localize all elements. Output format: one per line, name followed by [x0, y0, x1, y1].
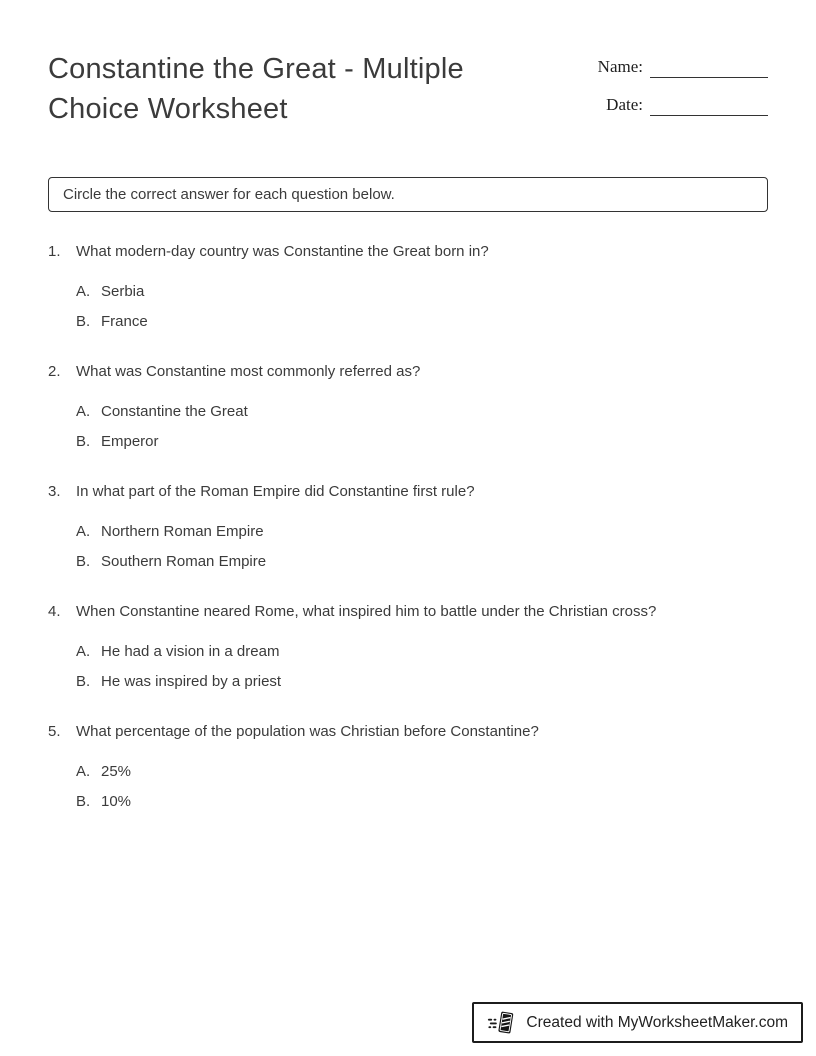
- options-list: [76, 642, 768, 692]
- option-item[interactable]: [76, 432, 768, 452]
- option-text: Constantine the Great: [101, 403, 248, 420]
- date-line[interactable]: [650, 94, 768, 116]
- option-letter: A.: [76, 283, 91, 300]
- question-line: [48, 602, 768, 622]
- option-item[interactable]: [76, 762, 768, 782]
- name-date-block: [590, 52, 768, 128]
- option-text: 25%: [101, 763, 132, 780]
- question-item: [48, 362, 768, 452]
- option-text: Southern Roman Empire: [101, 553, 267, 570]
- question-line: [48, 482, 768, 502]
- question-text: What was Constantine most commonly referred as?: [76, 363, 421, 380]
- option-item[interactable]: [76, 402, 768, 422]
- question-text: When Constantine neared Rome, what inspired him to battle under the Christian cross?: [76, 603, 657, 620]
- option-letter: A.: [76, 643, 91, 660]
- question-line: [48, 242, 768, 262]
- question-item: [48, 722, 768, 812]
- option-item[interactable]: [76, 642, 768, 662]
- question-item: [48, 242, 768, 332]
- options-list: [76, 402, 768, 452]
- option-letter: A.: [76, 763, 91, 780]
- option-letter: B.: [76, 673, 91, 690]
- name-line[interactable]: [650, 56, 768, 78]
- options-list: [76, 762, 768, 812]
- options-list: [76, 282, 768, 332]
- question-item: [48, 482, 768, 572]
- question-line: [48, 362, 768, 382]
- option-letter: A.: [76, 523, 91, 540]
- option-item[interactable]: [76, 792, 768, 812]
- page-title: Constantine the Great - Multiple Choice Worksheet: [48, 53, 464, 125]
- option-letter: B.: [76, 313, 91, 330]
- question-number: 2.: [48, 363, 61, 380]
- name-field-row: [590, 52, 768, 78]
- option-item[interactable]: [76, 552, 768, 572]
- option-text: 10%: [101, 793, 132, 810]
- option-letter: B.: [76, 553, 91, 570]
- option-text: He was inspired by a priest: [101, 673, 282, 690]
- question-text: What modern-day country was Constantine the Great born in?: [76, 243, 489, 260]
- name-label: Name:: [597, 57, 643, 76]
- instructions-box: [48, 177, 768, 212]
- question-number: 5.: [48, 723, 61, 740]
- option-text: Northern Roman Empire: [101, 523, 264, 540]
- instructions-text: Circle the correct answer for each question below.: [63, 186, 395, 203]
- option-item[interactable]: [76, 522, 768, 542]
- footer-credit-badge[interactable]: [472, 1002, 803, 1043]
- option-item[interactable]: [76, 282, 768, 302]
- question-number: 3.: [48, 483, 61, 500]
- flying-document-icon: [487, 1008, 517, 1038]
- option-letter: B.: [76, 433, 91, 450]
- options-list: [76, 522, 768, 572]
- date-field-row: [590, 90, 768, 116]
- option-text: Emperor: [101, 433, 159, 450]
- question-line: [48, 722, 768, 742]
- question-item: [48, 602, 768, 692]
- question-text: What percentage of the population was Christian before Constantine?: [76, 723, 539, 740]
- question-number: 4.: [48, 603, 61, 620]
- date-label: Date:: [606, 95, 643, 114]
- option-letter: A.: [76, 403, 91, 420]
- questions-list: [48, 242, 768, 842]
- option-item[interactable]: [76, 312, 768, 332]
- option-text: He had a vision in a dream: [101, 643, 280, 660]
- option-item[interactable]: [76, 672, 768, 692]
- option-text: Serbia: [101, 283, 145, 300]
- option-text: France: [101, 313, 148, 330]
- option-letter: B.: [76, 793, 91, 810]
- question-number: 1.: [48, 243, 61, 260]
- footer-credit-text: Created with MyWorksheetMaker.com: [526, 1013, 788, 1031]
- question-text: In what part of the Roman Empire did Constantine first rule?: [76, 483, 475, 500]
